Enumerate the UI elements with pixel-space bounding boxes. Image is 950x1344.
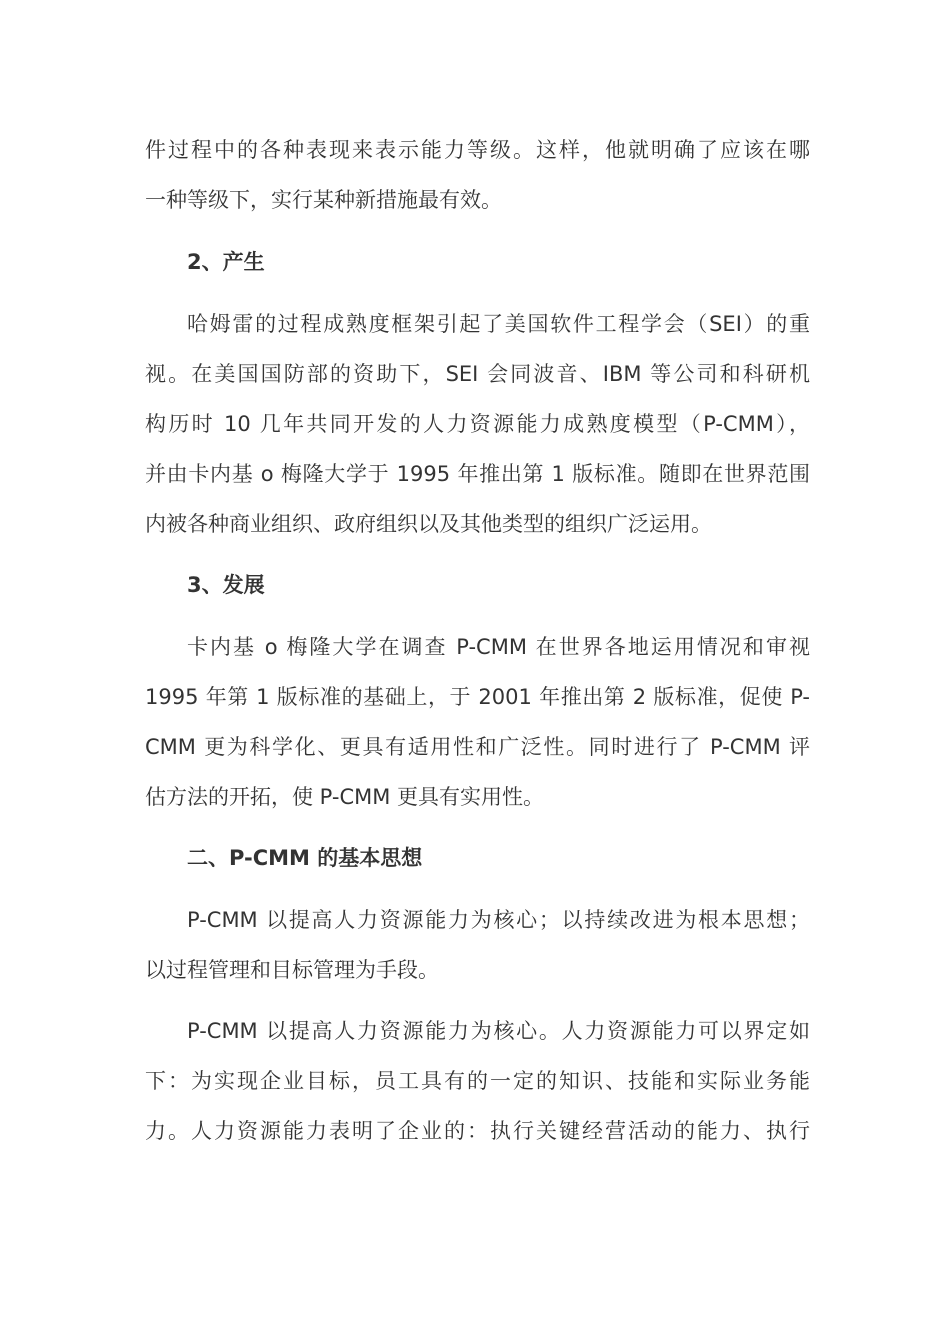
- paragraph-line: 并由卡内基 o 梅隆大学于 1995 年推出第 1 版标准。随即在世界范围: [145, 462, 810, 486]
- paragraph-line: 内被各种商业组织、政府组织以及其他类型的组织广泛运用。: [145, 512, 712, 536]
- paragraph-line: 哈姆雷的过程成熟度框架引起了美国软件工程学会（SEI）的重: [187, 312, 810, 336]
- paragraph-line: 1995 年第 1 版标准的基础上，于 2001 年推出第 2 版标准，促使 P-: [145, 685, 810, 709]
- section-heading-fa-zhan: 3、发展: [187, 573, 265, 597]
- paragraph-line: 件过程中的各种表现来表示能力等级。这样，他就明确了应该在哪: [145, 138, 810, 162]
- paragraph-line: CMM 更为科学化、更具有适用性和广泛性。同时进行了 P-CMM 评: [145, 735, 810, 759]
- paragraph-line: 一种等级下，实行某种新措施最有效。: [145, 188, 502, 212]
- paragraph-line: P-CMM 以提高人力资源能力为核心。人力资源能力可以界定如: [187, 1019, 810, 1043]
- paragraph-line: 估方法的开拓，使 P-CMM 更具有实用性。: [145, 785, 545, 809]
- paragraph-line: P-CMM 以提高人力资源能力为核心；以持续改进为根本思想；: [187, 908, 810, 932]
- paragraph-line: 卡内基 o 梅隆大学在调查 P-CMM 在世界各地运用情况和审视: [187, 635, 810, 659]
- paragraph-line: 构历时 10 几年共同开发的人力资源能力成熟度模型（P-CMM），: [145, 412, 810, 436]
- paragraph-line: 下：为实现企业目标，员工具有的一定的知识、技能和实际业务能: [145, 1069, 810, 1093]
- paragraph-line: 力。人力资源能力表明了企业的：执行关键经营活动的能力、执行: [145, 1119, 810, 1143]
- paragraph-line: 视。在美国国防部的资助下，SEI 会同波音、IBM 等公司和科研机: [145, 362, 810, 386]
- paragraph-line: 以过程管理和目标管理为手段。: [145, 958, 439, 982]
- section-heading-basic-idea: 二、P-CMM 的基本思想: [187, 846, 423, 870]
- section-heading-chan-sheng: 2、产生: [187, 250, 265, 274]
